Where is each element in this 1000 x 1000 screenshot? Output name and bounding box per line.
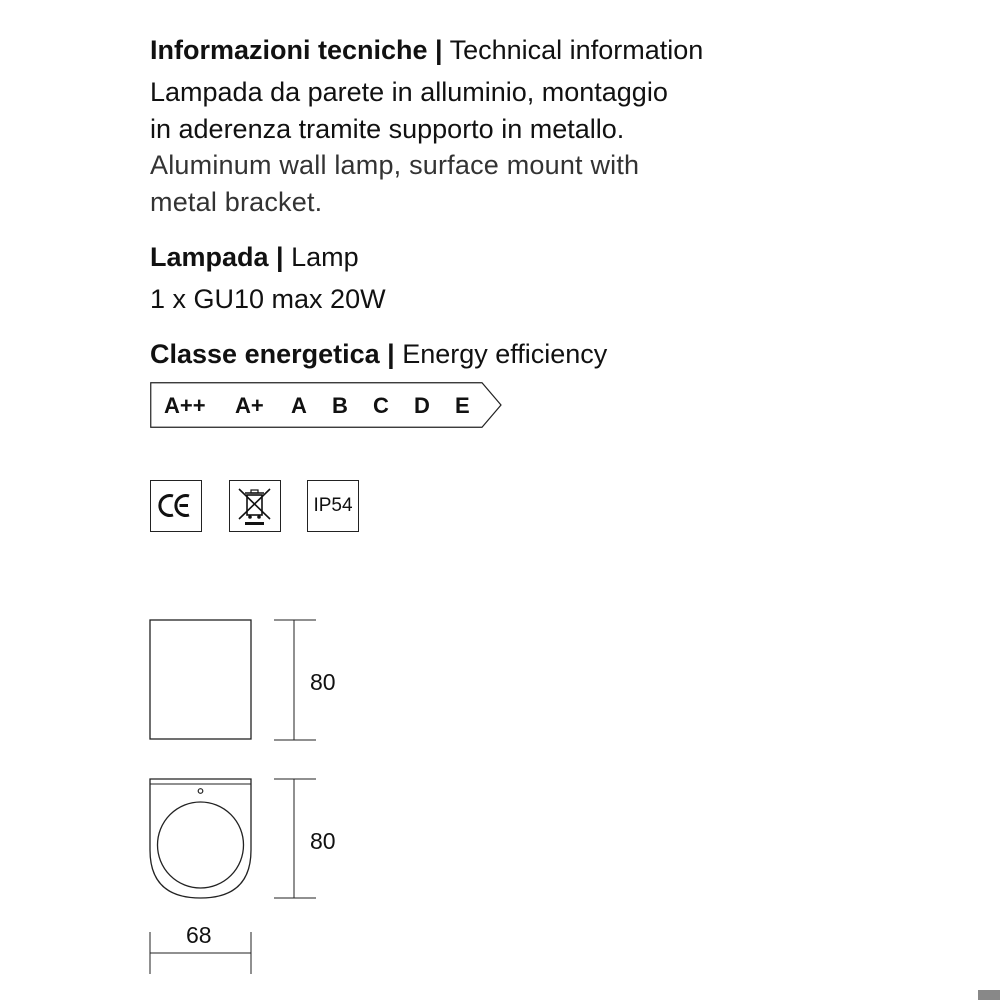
side-view-outline (150, 779, 251, 898)
side-height-label: 80 (310, 828, 336, 854)
side-view-screw (198, 789, 203, 794)
energy-heading-en: Energy efficiency (394, 339, 608, 369)
energy-class-ap: A+ (235, 393, 264, 418)
description-it-line-1: Lampada da parete in alluminio, montaggio (150, 77, 668, 107)
corner-marker (978, 990, 1000, 1000)
lamp-value: 1 x GU10 max 20W (150, 284, 386, 314)
description-en-line-2: metal bracket. (150, 187, 323, 217)
technical-heading-en: Technical information (442, 35, 704, 65)
side-view-lens (158, 802, 244, 888)
description-it-line-2: in aderenza tramite supporto in metallo. (150, 114, 625, 144)
energy-class-c: C (373, 393, 389, 418)
front-view-outline (150, 620, 251, 739)
lamp-heading-en: Lamp (283, 242, 359, 272)
description-en-line-1: Aluminum wall lamp, surface mount with (150, 150, 640, 180)
energy-class-app: A++ (164, 393, 206, 418)
energy-class-e: E (455, 393, 470, 418)
ip-rating-label: IP54 (313, 495, 353, 516)
energy-class-b: B (332, 393, 348, 418)
energy-class-a: A (291, 393, 307, 418)
lamp-heading-it: Lampada | (150, 242, 284, 272)
front-height-label: 80 (310, 669, 336, 695)
width-label: 68 (186, 922, 212, 948)
energy-heading-it: Classe energetica | (150, 339, 395, 369)
technical-heading-it: Informazioni tecniche | (150, 35, 443, 65)
energy-class-d: D (414, 393, 430, 418)
